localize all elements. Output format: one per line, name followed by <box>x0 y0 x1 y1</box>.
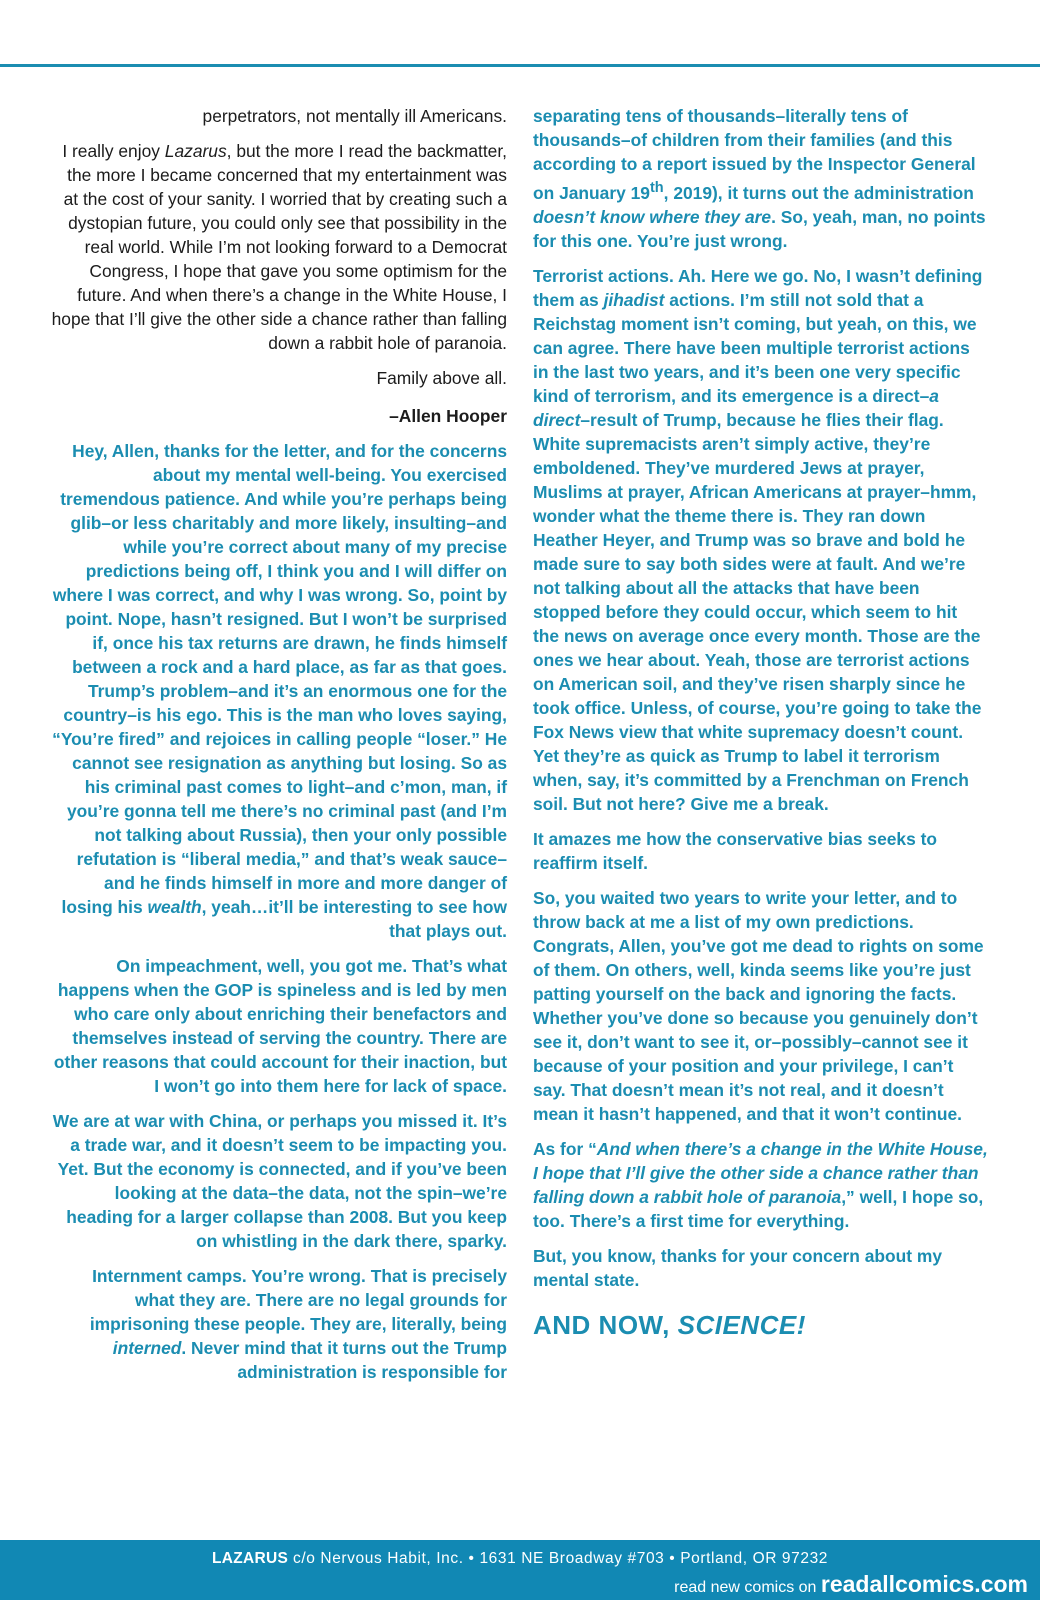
editor-reply-right <box>533 104 988 1292</box>
emphasis: Lazarus <box>164 141 227 161</box>
emphasis: wealth <box>147 897 202 917</box>
site-watermark: read new comics on readallcomics.com <box>674 1571 1028 1597</box>
reply-paragraph: Hey, Allen, thanks for the letter, and for the concerns about my mental well-being. You exercised tremendous patience. And while you’re perhaps being glib–or less charitably and more likely, insulting–and while you’re correct about many of my precise predictions being off, I think you and I will differ on where I was correct, and why I was wrong. So, point by point. Nope, hasn’t resigned. But I won’t be surprised if, once his tax returns are drawn, he finds himself between a rock and a hard place, as far as that goes. Trump’s problem–and it’s an enormous one for the country–is his ego. This is the man who loves saying, “You’re fired” and rejoices in calling people “loser.” He cannot see resignation as anything but losing. So as his criminal past comes to light–and c’mon, man, if you’re gonna tell me there’s no criminal past (and I’m not talking about Russia), then your only possible refutation is “liberal media,” and that’s weak sauce–and he finds himself in more and more danger of losing his wealth, yeah…it’ll be interesting to see how that plays out. <box>52 441 507 941</box>
mailing-address: LAZARUS c/o Nervous Habit, Inc. • 1631 NE Broadway #703 • Portland, OR 97232 <box>211 1550 829 1567</box>
emphasis: doesn’t know where they are <box>533 206 772 227</box>
reply-paragraph: We are at war with China, or perhaps you missed it. It’s a trade war, and it doesn’t seem to be impacting you. Yet. But the economy is connected, and if you’ve been looking at the data–the data, not the spin–we’re heading for a larger collapse than 2008. But you keep on whistling in the dark there, sparky. <box>52 1111 507 1251</box>
emphasis: And when there’s a change in the White House, I hope that I’ll give the other side a chance rather than falling down a rabbit hole of paranoia <box>533 1138 988 1207</box>
footer-bar <box>0 1540 1040 1600</box>
reply-paragraph: But, you know, thanks for your concern about my mental state. <box>533 1245 943 1290</box>
right-column <box>533 104 988 1341</box>
reply-paragraph: So, you waited two years to write your letter, and to throw back at me a list of my own predictions. Congrats, Allen, you’ve got me dead to rights on some of them. On others, well, kinda seems like you’re just patting yourself on the back and ignoring the facts. Whether you’ve done so because you genuinely don’t see it, don’t want to see it, or–possibly–cannot see it because of your position and your privilege, I can’t say. That doesn’t mean it’s not real, and it doesn’t mean it hasn’t happened, and that it won’t continue. <box>533 887 984 1124</box>
letter-paragraph: perpetrators, not mentally ill Americans. <box>202 106 507 126</box>
emphasis: a direct <box>533 385 939 430</box>
reply-paragraph: Terrorist actions. Ah. Here we go. No, I wasn’t defining them as jihadist actions. I’m still not sold that a Reichstag moment isn’t coming, but yeah, on this, we can agree. There have been multiple terrorist actions in the last two years, and it’s been one very specific kind of terrorism, and its emergence is a direct–a direct–result of Trump, because he flies their flag. White supremacists aren’t simply active, they’re emboldened. They’ve murdered Jews at prayer, Muslims at prayer, African Americans at prayer–hmm, wonder what the theme there is. They ran down Heather Heyer, and Trump was so brave and bold he made sure to say both sides were at fault. And we’re not talking about all the attacks that have been stopped before they could occur, which seem to hit the news on average once every month. Those are the ones we hear about. Yeah, those are terrorist actions on American soil, and they’ve risen sharply since he took office. Unless, of course, you’re going to take the Fox News view that white supremacy doesn’t count. Yet they’re as quick as Trump to label it terrorism when, say, it’s committed by a Frenchman on French soil. But not here? Give me a break. <box>533 265 983 814</box>
emphasis: SCIENCE! <box>677 1309 806 1340</box>
reply-paragraph: On impeachment, well, you got me. That’s what happens when the GOP is spineless and is led by men who care only about enriching their benefactors and themselves instead of serving the country. There are other reasons that could account for their inaction, but I won’t go into them here for lack of space. <box>53 956 507 1096</box>
reply-paragraph: It amazes me how the conservative bias seeks to reaffirm itself. <box>533 828 938 873</box>
emphasis: interned <box>112 1338 182 1358</box>
watermark-site: readallcomics.com <box>820 1571 1028 1597</box>
top-rule <box>0 64 1040 67</box>
letter-closing: Family above all. <box>376 368 507 388</box>
letter-paragraph: I really enjoy Lazarus, but the more I read the backmatter, the more I became concerned that my entertainment was at the cost of your sanity. I worried that by creating such a dystopian future, you could only see that possibility in the real world. While I’m not looking forward to a Democrat Congress, I hope that gave you some optimism for the future. And when there’s a change in the White House, I hope that I’ll give the other side a chance rather than falling down a rabbit hole of paranoia. <box>51 141 507 353</box>
reply-paragraph: Internment camps. You’re wrong. That is precisely what they are. There are no legal grounds for imprisoning these people. They are, literally, being interned. Never mind that it turns out the Trump administration is responsible for <box>89 1266 507 1382</box>
superscript: th <box>649 180 664 196</box>
left-column <box>50 104 507 1395</box>
brand-name: LAZARUS <box>211 1550 289 1567</box>
reply-paragraph: separating tens of thousands–literally tens of thousands–of children from their families (and this according to a report issued by the Inspector General on January 19th, 2019), it turns out the administration doesn’t know where they are. So, yeah, man, no points for this one. You’re just wrong. <box>533 106 986 251</box>
reply-paragraph: As for “And when there’s a change in the White House, I hope that I’ll give the other side a chance rather than falling down a rabbit hole of paranoia,” well, I hope so, too. There’s a first time for everything. <box>533 1138 988 1231</box>
emphasis: jihadist <box>603 289 665 310</box>
reader-letter <box>50 104 507 428</box>
letter-signature: –Allen Hooper <box>389 406 507 426</box>
editor-reply-left <box>50 439 507 1384</box>
section-outro-heading: AND NOW, SCIENCE! <box>533 1309 806 1340</box>
